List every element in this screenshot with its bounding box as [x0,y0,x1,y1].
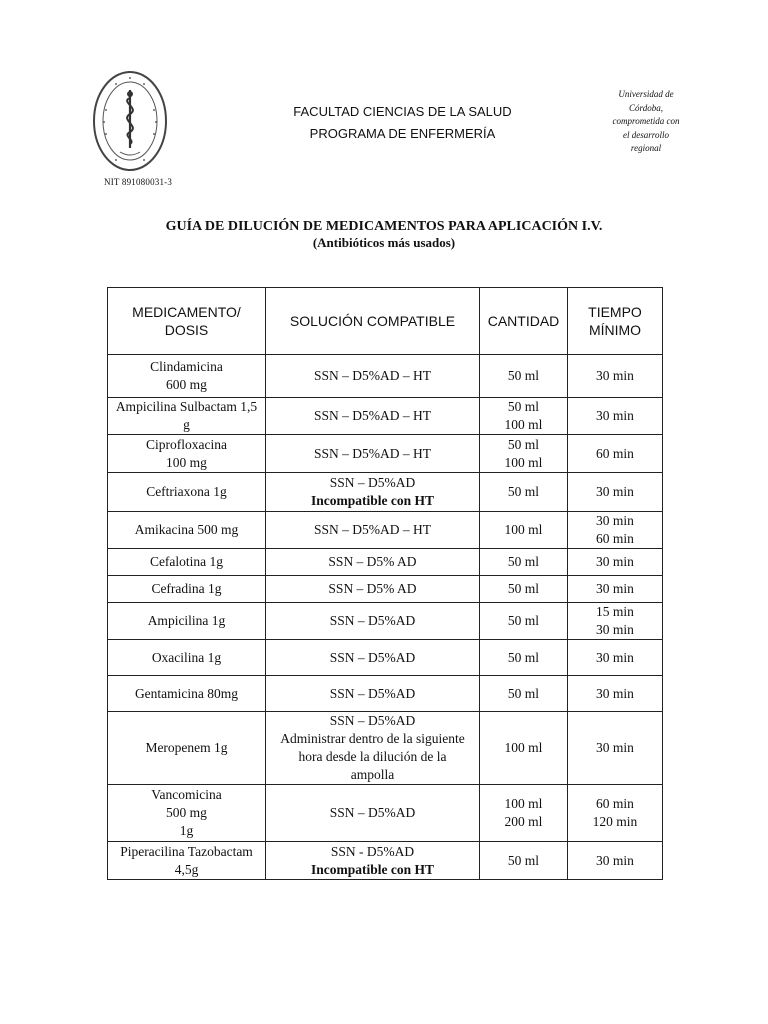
time-cell-text: 30 min [596,852,634,868]
solution-cell-text: SSN – D5%AD – HT [313,408,431,423]
table-row [108,473,663,512]
amount-cell-text: 100 ml [504,740,543,755]
time-cell-text: 30 min [596,622,634,637]
time-cell [568,640,663,676]
amount-cell-text: 100 ml [504,522,543,537]
time-cell-text: 120 min [592,814,638,829]
solution-cell [266,676,480,712]
drug-cell [108,549,266,576]
amount-cell-text: 50 ml [507,581,540,596]
drug-cell [108,355,266,398]
faculty-name: FACULTAD CIENCIAS DE LA SALUD [293,104,512,119]
amount-cell-text: 50 ml [507,649,540,665]
drug-cell-text: 1g [179,823,194,838]
table-row [108,576,663,603]
amount-cell [480,512,568,549]
drug-cell-text: Ciprofloxacina [146,436,227,452]
amount-cell-text: 50 ml [507,613,540,628]
solution-cell-text: SSN – D5%AD – HT [313,368,431,383]
drug-cell [108,435,266,473]
solution-cell-text: Incompatible con HT [310,493,434,508]
drug-cell [108,785,266,842]
drug-cell-text: Oxacilina 1g [151,649,222,665]
time-cell [568,473,663,512]
amount-cell [480,785,568,842]
motto-line: Córdoba, [629,102,663,113]
drug-cell-text: Cefradina 1g [151,581,222,596]
amount-cell-text: 50 ml [507,368,540,383]
amount-cell [480,712,568,785]
solution-cell [266,398,480,435]
amount-cell [480,549,568,576]
drug-cell [108,512,266,549]
time-cell [568,603,663,640]
time-cell-text: 60 min [596,796,634,811]
document-title: GUÍA DE DILUCIÓN DE MEDICAMENTOS PARA APLICACIÓN I.V. [165,219,603,234]
amount-cell [480,676,568,712]
amount-cell [480,398,568,435]
solution-cell-text: Administrar dentro de la siguiente [280,731,465,746]
amount-cell-text: 50 ml [507,484,540,499]
amount-cell [480,355,568,398]
drug-cell-text: 100 mg [166,454,207,470]
drug-cell-text: Ampicilina 1g [147,613,226,628]
header-text: CANTIDAD [487,313,560,329]
solution-cell-text: SSN – D5%AD [329,805,416,820]
solution-cell-text: SSN – D5%AD [329,613,416,628]
amount-cell-text: 200 ml [504,814,543,829]
table-row [108,712,663,785]
solution-cell-text: SSN – D5%AD – HT [313,522,431,537]
table-row [108,842,663,880]
solution-cell [266,512,480,549]
amount-cell-text: 50 ml [507,436,540,452]
drug-cell-text: Piperacilina Tazobactam [120,843,253,859]
drug-cell [108,640,266,676]
time-cell [568,842,663,880]
table-body [108,355,663,880]
solution-cell-text: SSN - D5%AD [330,843,415,859]
solution-cell [266,640,480,676]
time-cell-text: 30 min [596,484,634,499]
university-seal-logo [92,70,168,172]
table-row [108,512,663,549]
motto-line: regional [630,143,662,153]
time-cell-text: 30 min [596,685,634,701]
drug-cell-text: 4,5g [174,861,199,877]
motto-line: Universidad de [618,89,674,99]
header-solution [266,288,480,355]
header-text: TIEMPO [588,304,642,320]
header-drug [108,288,266,355]
header-text: MEDICAMENTO/ [132,304,241,320]
solution-cell [266,785,480,842]
time-cell [568,676,663,712]
amount-cell-text: 50 ml [507,852,540,868]
drug-cell-text: 600 mg [166,377,207,392]
time-cell [568,435,663,473]
amount-cell [480,603,568,640]
program-name: PROGRAMA DE ENFERMERÍA [309,126,496,141]
time-cell-text: 60 min [596,531,634,546]
solution-cell [266,435,480,473]
amount-cell-text: 100 ml [504,417,543,432]
amount-cell [480,473,568,512]
amount-cell-text: 50 ml [507,554,540,569]
time-cell [568,712,663,785]
solution-cell [266,549,480,576]
motto-line: comprometida con [612,116,680,126]
solution-cell-text: ampolla [350,767,395,782]
header-text: DOSIS [164,322,209,338]
amount-cell [480,842,568,880]
amount-cell [480,576,568,603]
drug-cell [108,398,266,435]
amount-cell [480,640,568,676]
drug-cell [108,712,266,785]
table-row [108,785,663,842]
time-cell-text: 30 min [596,408,634,423]
document-subtitle: (Antibióticos más usados) [312,235,456,250]
drug-cell-text: Amikacina 500 mg [134,522,239,537]
table-row [108,398,663,435]
drug-cell-text: Ampicilina Sulbactam 1,5 [115,399,258,414]
table-row [108,603,663,640]
time-cell-text: 60 min [596,445,634,461]
header-amount [480,288,568,355]
solution-cell-text: Incompatible con HT [310,861,434,877]
solution-cell [266,603,480,640]
time-cell [568,549,663,576]
amount-cell-text: 50 ml [507,685,540,701]
solution-cell [266,576,480,603]
solution-cell [266,712,480,785]
drug-cell [108,473,266,512]
time-cell-text: 30 min [596,513,634,528]
motto-line: el desarrollo [623,129,669,140]
nit-number: NIT 891080031-3 [104,177,173,187]
drug-cell-text: Meropenem 1g [145,740,228,755]
table-header-row [108,288,663,355]
amount-cell-text: 50 ml [507,399,540,414]
solution-cell-text: SSN – D5% AD [328,554,417,569]
time-cell-text: 30 min [596,649,634,665]
amount-cell-text: 100 ml [504,796,543,811]
time-cell-text: 30 min [596,581,634,596]
table-row [108,640,663,676]
table-row [108,355,663,398]
time-cell-text: 30 min [596,368,634,383]
solution-cell [266,842,480,880]
drug-cell-text: Gentamicina 80mg [134,685,239,701]
table-row [108,435,663,473]
table-row [108,676,663,712]
solution-cell-text: SSN – D5%AD [329,713,416,728]
amount-cell [480,435,568,473]
drug-cell-text: Cefalotina 1g [149,554,224,569]
time-cell [568,785,663,842]
time-cell-text: 30 min [596,554,634,569]
university-motto [600,88,692,156]
time-cell-text: 15 min [596,604,634,619]
drug-cell-text: Clindamicina [150,359,223,374]
header-text: MÍNIMO [588,322,642,338]
solution-cell-text: hora desde la dilución de la [298,749,447,764]
solution-cell-text: SSN – D5%AD [329,649,416,665]
header-time [568,288,663,355]
drug-cell [108,842,266,880]
drug-cell-text: Vancomicina [151,787,222,802]
solution-cell-text: SSN – D5% AD [328,581,417,596]
solution-cell [266,473,480,512]
time-cell [568,398,663,435]
solution-cell-text: SSN – D5%AD – HT [313,445,431,461]
time-cell [568,355,663,398]
time-cell-text: 30 min [596,740,634,755]
table-row [108,549,663,576]
drug-cell [108,576,266,603]
drug-cell [108,603,266,640]
header-titles [250,101,555,145]
drug-cell-text: Ceftriaxona 1g [146,484,227,499]
solution-cell-text: SSN – D5%AD [329,685,416,701]
dilution-table [107,287,663,880]
amount-cell-text: 100 ml [504,454,543,470]
drug-cell [108,676,266,712]
solution-cell-text: SSN – D5%AD [329,475,416,490]
drug-cell-text: g [183,417,190,432]
solution-cell [266,355,480,398]
time-cell [568,512,663,549]
header-text: SOLUCIÓN COMPATIBLE [289,313,456,329]
time-cell [568,576,663,603]
drug-cell-text: 500 mg [166,805,207,820]
